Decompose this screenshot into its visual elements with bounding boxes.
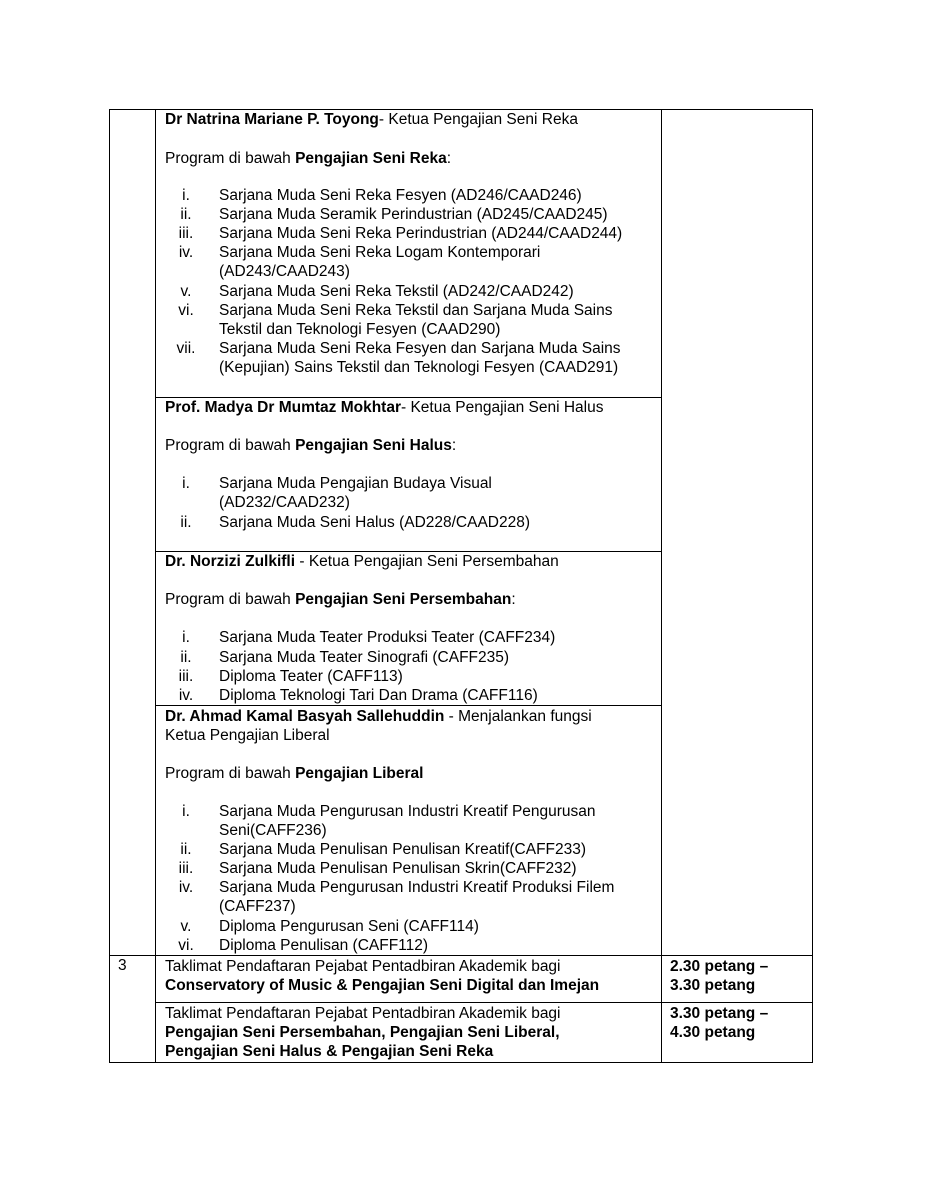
briefing-bold: Pengajian Seni Halus & Pengajian Seni Reka <box>165 1043 494 1060</box>
list-item: Diploma Teater (CAFF113) <box>219 668 403 685</box>
list-item: Sarjana Muda Seni Reka Fesyen dan Sarjana Muda Sains <box>219 340 621 357</box>
head-name: Dr Natrina Mariane P. Toyong <box>165 111 379 128</box>
row-divider <box>109 955 813 956</box>
program-line <box>165 437 456 455</box>
head-title: - Menjalankan fungsi <box>444 708 592 725</box>
briefing-bold: Pengajian Seni Persembahan, Pengajian Seni Liberal, <box>165 1024 560 1041</box>
briefing-bold: Conservatory of Music & Pengajian Seni Digital dan Imejan <box>165 977 600 994</box>
briefing-intro: Taklimat Pendaftaran Pejabat Pentadbiran Akademik bagi <box>165 958 561 975</box>
row-number: 3 <box>118 957 127 974</box>
program-prefix: Program di bawah <box>165 437 296 454</box>
list-item: Diploma Teknologi Tari Dan Drama (CAFF116) <box>219 687 538 704</box>
table-border-col2 <box>661 109 662 1063</box>
list-item: Sarjana Muda Penulisan Penulisan Kreatif(CAFF233) <box>219 841 587 858</box>
list-number: vi. <box>178 302 194 319</box>
list-number: i. <box>182 475 190 492</box>
program-name: Pengajian Liberal <box>295 765 424 782</box>
list-number: iii. <box>178 860 194 877</box>
briefing-time: 3.30 petang <box>670 977 756 994</box>
briefing-time: 3.30 petang – <box>670 1005 769 1022</box>
list-item: Sarjana Muda Pengurusan Industri Kreatif Pengurusan <box>219 803 596 820</box>
list-item: Diploma Penulisan (CAFF112) <box>219 937 429 954</box>
list-number: ii. <box>180 206 192 223</box>
list-item: Sarjana Muda Pengurusan Industri Kreatif Produksi Filem <box>219 879 615 896</box>
briefing-intro: Taklimat Pendaftaran Pejabat Pentadbiran Akademik bagi <box>165 1005 561 1022</box>
row-divider <box>155 1002 813 1003</box>
table-border-top <box>109 109 813 110</box>
list-item-cont: (Kepujian) Sains Tekstil dan Teknologi Fesyen (CAAD291) <box>219 359 619 376</box>
list-number: i. <box>182 629 190 646</box>
list-item: Sarjana Muda Seni Reka Logam Kontemporari <box>219 244 541 261</box>
list-item-cont: Tekstil dan Teknologi Fesyen (CAAD290) <box>219 321 501 338</box>
program-line <box>165 591 516 609</box>
program-suffix: : <box>446 150 452 167</box>
list-number: ii. <box>180 649 192 666</box>
table-border-col1 <box>155 109 156 1063</box>
program-prefix: Program di bawah <box>165 591 296 608</box>
table-border-right <box>812 109 813 1063</box>
program-prefix: Program di bawah <box>165 765 296 782</box>
list-number: iv. <box>178 879 194 896</box>
list-item: Sarjana Muda Seni Halus (AD228/CAAD228) <box>219 514 531 531</box>
list-item-cont: Seni(CAFF236) <box>219 822 327 839</box>
head-title: - Ketua Pengajian Seni Halus <box>400 399 604 416</box>
program-suffix: : <box>451 437 457 454</box>
list-item-cont: (CAFF237) <box>219 898 296 915</box>
list-number: iv. <box>178 687 194 704</box>
table-border-left <box>109 109 110 1063</box>
list-item: Sarjana Muda Seni Reka Tekstil dan Sarjana Muda Sains <box>219 302 613 319</box>
list-item: Sarjana Muda Teater Produksi Teater (CAFF234) <box>219 629 556 646</box>
program-name: Pengajian Seni Reka <box>295 150 447 167</box>
list-item: Sarjana Muda Seni Reka Perindustrian (AD244/CAAD244) <box>219 225 623 242</box>
section-head <box>165 111 578 129</box>
program-name: Pengajian Seni Persembahan <box>295 591 512 608</box>
list-number: iv. <box>178 244 194 261</box>
section-divider <box>155 397 662 398</box>
list-number: vi. <box>178 937 194 954</box>
table-border-bottom <box>109 1062 813 1063</box>
list-number: ii. <box>180 514 192 531</box>
section-divider <box>155 705 662 706</box>
list-item: Sarjana Muda Penulisan Penulisan Skrin(CAFF232) <box>219 860 577 877</box>
head-title: - Ketua Pengajian Seni Persembahan <box>295 553 559 570</box>
program-suffix: : <box>511 591 516 608</box>
program-line <box>165 150 451 168</box>
list-item: Sarjana Muda Seramik Perindustrian (AD245/CAAD245) <box>219 206 608 223</box>
section-head-cont: Ketua Pengajian Liberal <box>165 727 330 744</box>
program-prefix: Program di bawah <box>165 150 296 167</box>
list-number: v. <box>180 918 192 935</box>
list-item: Sarjana Muda Pengajian Budaya Visual <box>219 475 492 492</box>
head-name: Dr. Ahmad Kamal Basyah Sallehuddin <box>165 708 445 725</box>
program-name: Pengajian Seni Halus <box>295 437 452 454</box>
head-title: - Ketua Pengajian Seni Reka <box>378 111 578 128</box>
list-number: i. <box>182 187 190 204</box>
briefing-time: 2.30 petang – <box>670 958 769 975</box>
section-divider <box>155 551 662 552</box>
list-number: ii. <box>180 841 192 858</box>
list-number: v. <box>180 283 192 300</box>
list-item: Sarjana Muda Seni Reka Fesyen (AD246/CAAD246) <box>219 187 582 204</box>
briefing-time: 4.30 petang <box>670 1024 756 1041</box>
section-head <box>165 553 559 571</box>
list-number: iii. <box>178 668 194 685</box>
list-number: vii. <box>176 340 196 357</box>
head-name: Dr. Norzizi Zulkifli <box>165 553 296 570</box>
list-number: i. <box>182 803 190 820</box>
section-head <box>165 708 592 726</box>
list-item: Sarjana Muda Teater Sinografi (CAFF235) <box>219 649 510 666</box>
list-number: iii. <box>178 225 194 242</box>
program-line <box>165 765 423 783</box>
list-item: Diploma Pengurusan Seni (CAFF114) <box>219 918 479 935</box>
head-name: Prof. Madya Dr Mumtaz Mokhtar <box>165 399 401 416</box>
list-item: Sarjana Muda Seni Reka Tekstil (AD242/CAAD242) <box>219 283 574 300</box>
list-item-cont: (AD232/CAAD232) <box>219 494 350 511</box>
list-item-cont: (AD243/CAAD243) <box>219 263 350 280</box>
section-head <box>165 399 603 417</box>
